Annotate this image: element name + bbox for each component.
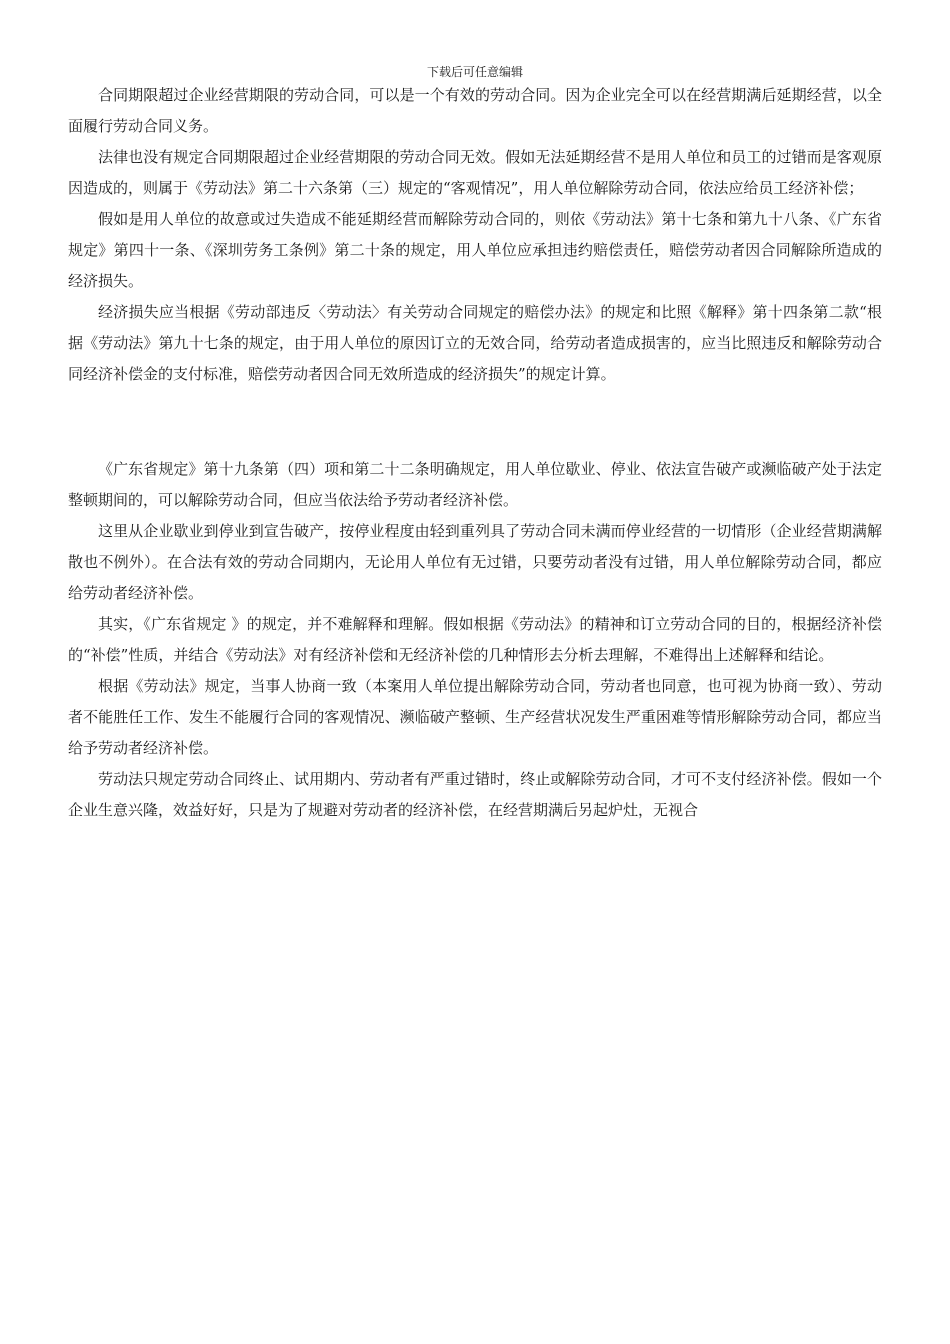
paragraph-7: 其实，《广东省规定 》的规定，并不难解释和理解。假如根据《劳动法》的精神和订立劳动合同的目的，根据经济补偿的“补偿”性质，并结合《劳动法》对有经济补偿和无经济补偿的几种情形去分析去理解，不难得出上述解释和结论。 [68, 615, 882, 664]
paragraph-5: 《广东省规定》第十九条第（四）项和第二十二条明确规定，用人单位歇业、停业、依法宣告破产或濒临破产处于法定整顿期间的，可以解除劳动合同，但应当依法给予劳动者经济补偿。 [68, 460, 882, 509]
paragraph-6: 这里从企业歇业到停业到宣告破产，按停业程度由轻到重列具了劳动合同未满而停业经营的一切情形（企业经营期满解散也不例外）。在合法有效的劳动合同期内，无论用人单位有无过错，只要劳动者没有过错，用人单位解除劳动合同，都应给劳动者经济补偿。 [68, 522, 882, 602]
paragraph-9: 劳动法只规定劳动合同终止、试用期内、劳动者有严重过错时，终止或解除劳动合同，才可不支付经济补偿。假如一个企业生意兴隆，效益好好，只是为了规避对劳动者的经济补偿，在经营期满后另起炉灶，无视合 [68, 770, 882, 819]
paragraph-8: 根据《劳动法》规定，当事人协商一致（本案用人单位提出解除劳动合同，劳动者也同意，也可视为协商一致）、劳动者不能胜任工作、发生不能履行合同的客观情况、濒临破产整顿、生产经营状况发生严重困难等情形解除劳动合同，都应当给予劳动者经济补偿。 [68, 677, 882, 757]
section-gap [68, 390, 882, 454]
paragraph-2: 法律也没有规定合同期限超过企业经营期限的劳动合同无效。假如无法延期经营不是用人单位和员工的过错而是客观原因造成的，则属于《劳动法》第二十六条第（三）规定的“客观情况”，用人单位解除劳动合同，依法应给员工经济补偿； [68, 148, 882, 197]
page-header-note: 下载后可任意编辑 [426, 65, 523, 79]
paragraph-3: 假如是用人单位的故意或过失造成不能延期经营而解除劳动合同的，则依《劳动法》第十七条和第九十八条、《广东省规定》第四十一条、《深圳劳务工条例》第二十条的规定，用人单位应承担违约赔偿责任，赔偿劳动者因合同解除所造成的经济损失。 [68, 210, 882, 290]
document-body [68, 80, 882, 826]
paragraph-1: 合同期限超过企业经营期限的劳动合同，可以是一个有效的劳动合同。因为企业完全可以在经营期满后延期经营，以全面履行劳动合同义务。 [68, 86, 882, 135]
paragraph-4: 经济损失应当根据《劳动部违反〈劳动法〉有关劳动合同规定的赔偿办法》的规定和比照《解释》第十四条第二款“根据《劳动法》第九十七条的规定，由于用人单位的原因订立的无效合同，给劳动者造成损害的，应当比照违反和解除劳动合同经济补偿金的支付标准，赔偿劳动者因合同无效所造成的经济损失”的规定计算。 [68, 303, 882, 383]
